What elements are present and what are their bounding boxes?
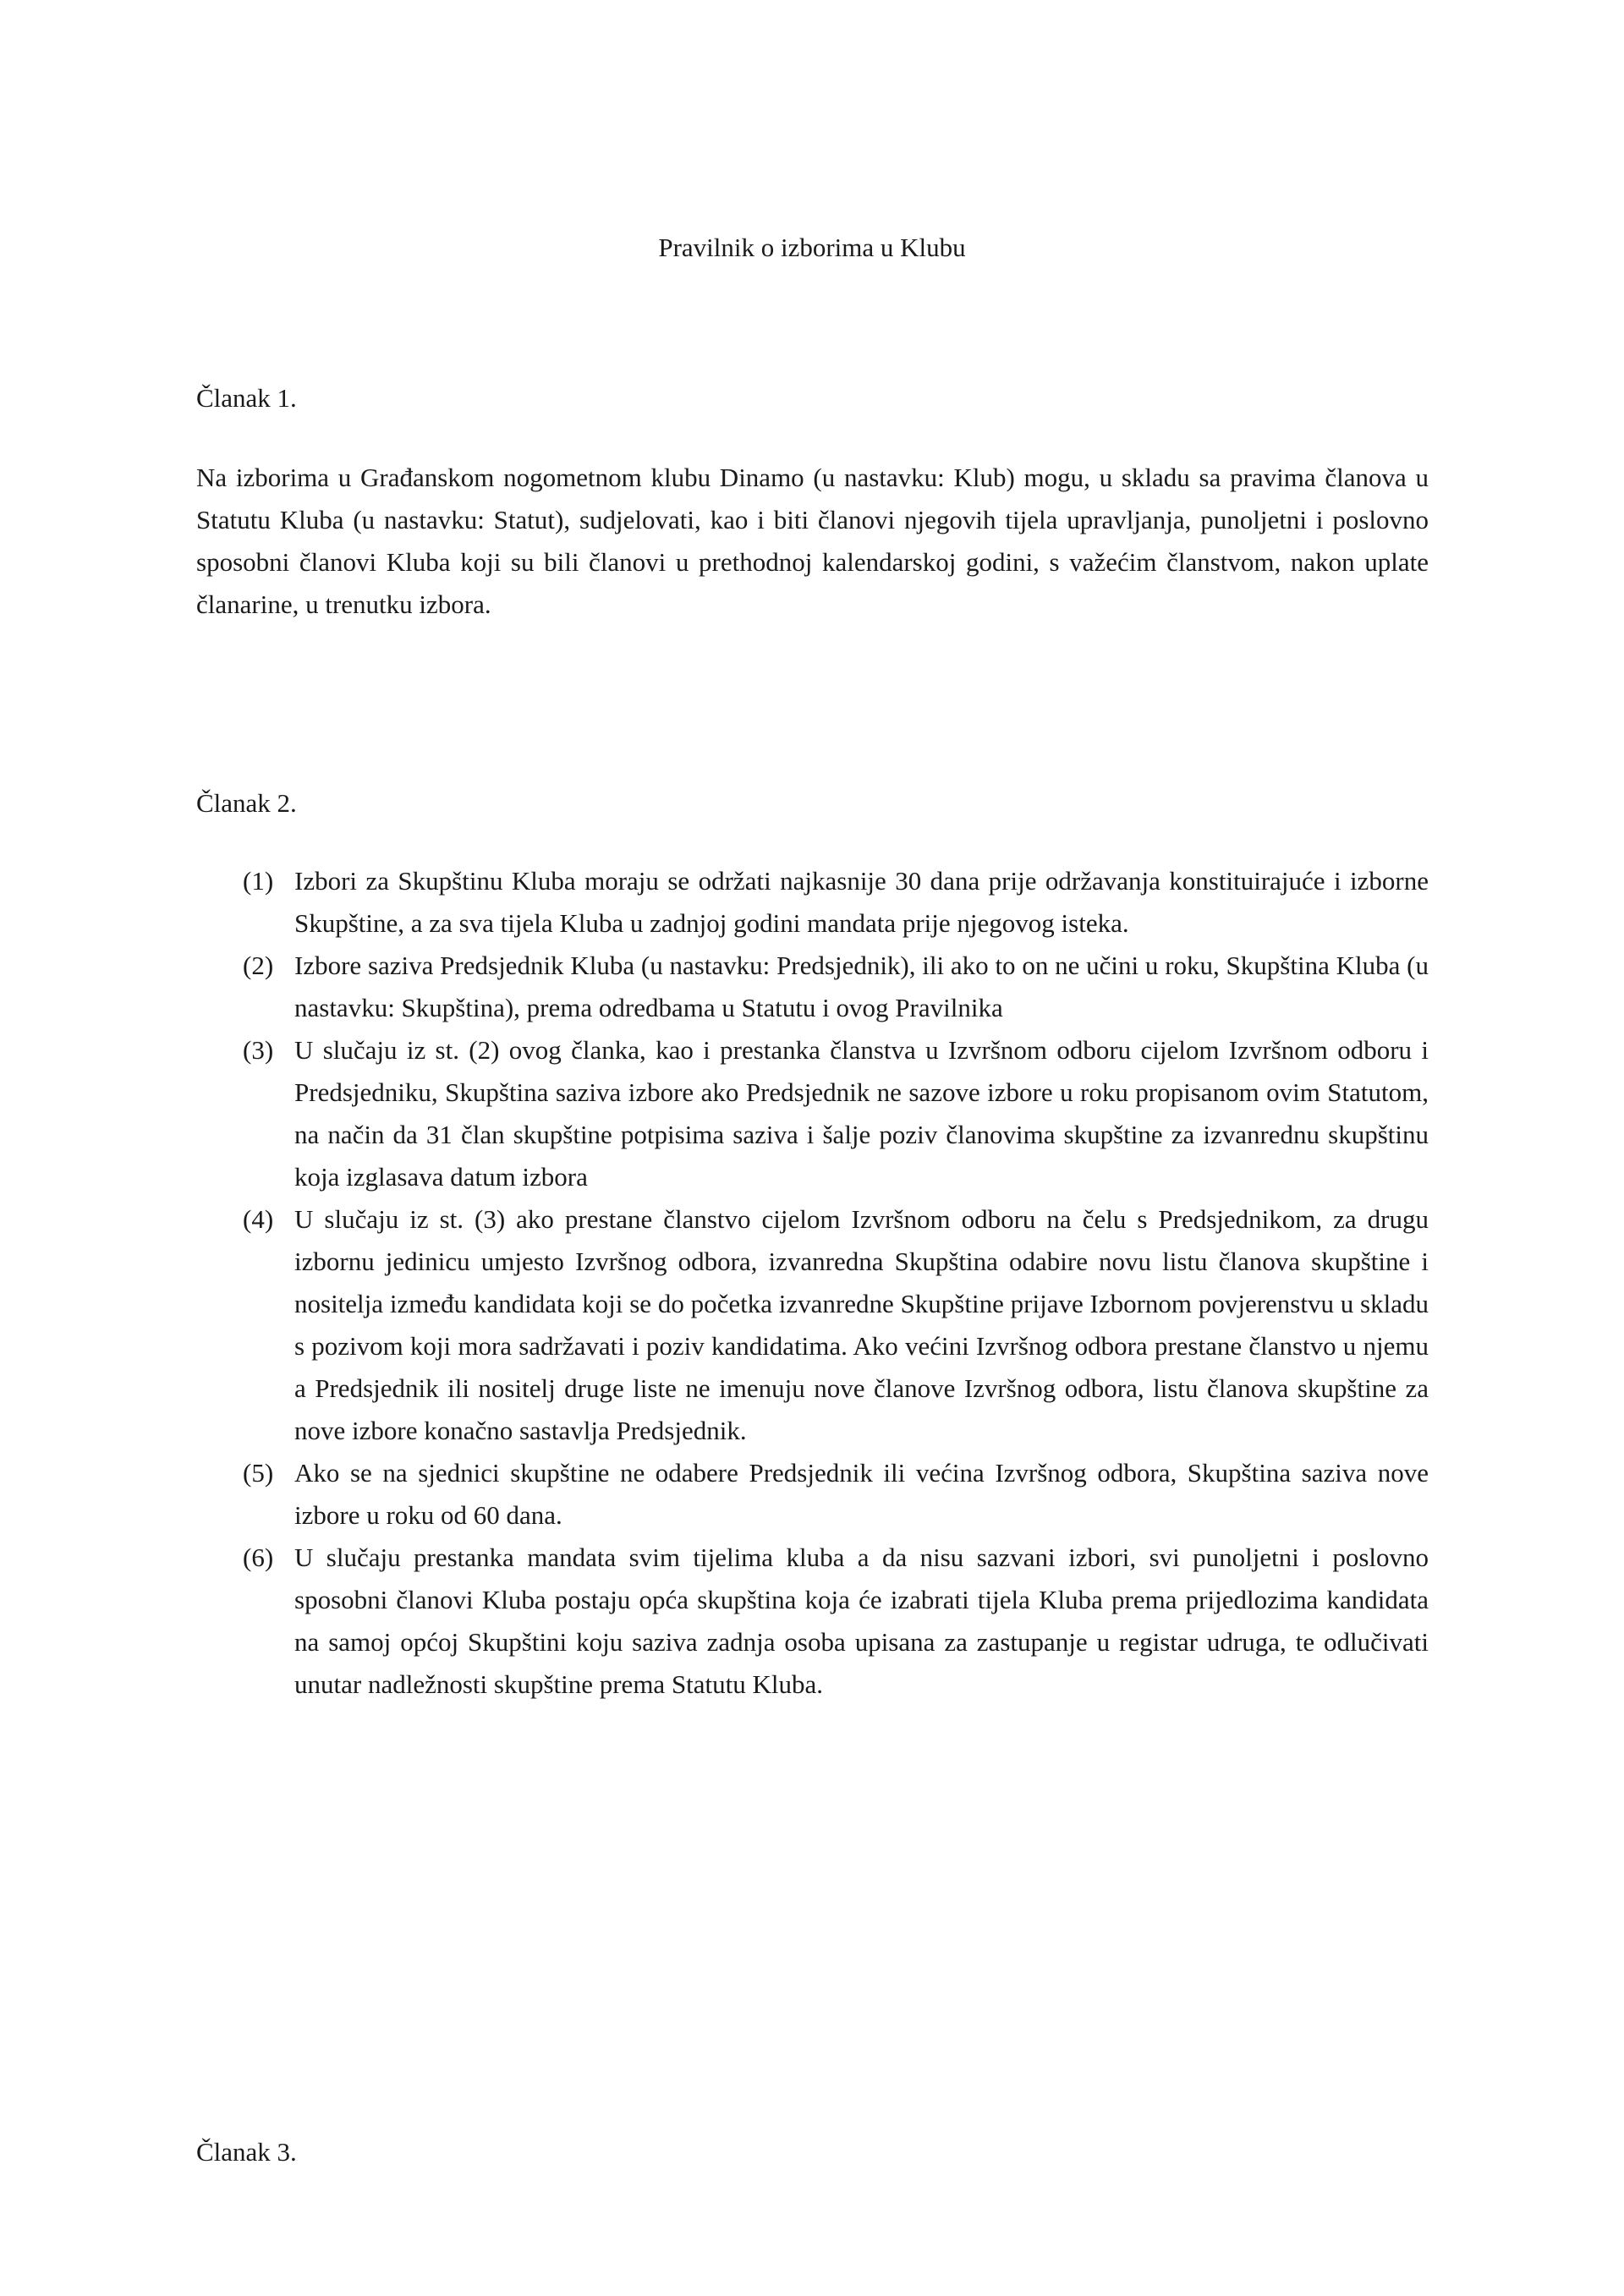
article-2-item-6: [243, 1537, 1429, 1706]
article-1-text: Na izborima u Građanskom nogometnom klubu Dinamo (u nastavku: Klub) mogu, u skladu sa pravima članova u Statutu Kluba (u nastavku: Statut), sudjelovati, kao i biti članovi njegovih tijela upravljanja, punoljetni i poslovno sposobni članovi Kluba koji su bili članovi u prethodnoj kalendarskoj godini, s važećim članstvom, nakon uplate članarine, u trenutku izbora.: [196, 463, 1429, 619]
item-number: (3): [243, 1035, 274, 1065]
article-2-item-1: [243, 860, 1429, 945]
item-number: (5): [243, 1458, 274, 1488]
article-2-heading: Članak 2.: [196, 788, 297, 818]
item-text: Ako se na sjednici skupštine ne odabere Predsjednik ili većina Izvršnog odbora, Skupština saziva nove izbore u roku od 60 dana.: [294, 1458, 1429, 1530]
item-text: Izbore saziva Predsjednik Kluba (u nastavku: Predsjednik), ili ako to on ne učini u roku, Skupština Kluba (u nastavku: Skupština), prema odredbama u Statutu i ovog Pravilnika: [294, 951, 1429, 1022]
article-3-heading: Članak 3.: [196, 2137, 297, 2167]
article-2-item-4: [243, 1198, 1429, 1452]
item-text: U slučaju iz st. (3) ako prestane članstvo cijelom Izvršnom odboru na čelu s Predsjednikom, za drugu izbornu jedinicu umjesto Izvršnog odbora, izvanredna Skupština odabire novu listu članova skupštine i nositelja između kandidata koji se do početka izvanredne Skupštine prijave Izbornom povjerenstvu u skladu s pozivom koji mora sadržavati i poziv kandidatima. Ako većini Izvršnog odbora prestane članstvo u njemu a Predsjednik ili nositelj druge liste ne imenuju nove članove Izvršnog odbora, listu članova skupštine za nove izbore konačno sastavlja Predsjednik.: [294, 1204, 1429, 1445]
item-number: (2): [243, 951, 274, 980]
article-2-item-2: [243, 945, 1429, 1029]
article-2-item-5: [243, 1452, 1429, 1537]
item-text: U slučaju prestanka mandata svim tijelima kluba a da nisu sazvani izbori, svi punoljetni i poslovno sposobni članovi Kluba postaju opća skupština koja će izabrati tijela Kluba prema prijedlozima kandidata na samoj općoj Skupštini koju saziva zadnja osoba upisana za zastupanje u registar udruga, te odlučivati unutar nadležnosti skupštine prema Statutu Kluba.: [294, 1543, 1429, 1699]
document-title: Pravilnik o izborima u Klubu: [658, 233, 966, 262]
item-number: (1): [243, 866, 274, 896]
item-number: (6): [243, 1543, 274, 1572]
article-2-list: [243, 860, 1429, 1706]
article-2-item-3: [243, 1029, 1429, 1198]
item-text: U slučaju iz st. (2) ovog članka, kao i prestanka članstva u Izvršnom odboru cijelom Izvršnom odboru i Predsjedniku, Skupština saziva izbore ako Predsjednik ne sazove izbore u roku propisanom ovim Statutom, na način da 31 član skupštine potpisima saziva i šalje poziv članovima skupštine za izvanrednu skupštinu koja izglasava datum izbora: [294, 1035, 1429, 1192]
item-number: (4): [243, 1204, 274, 1234]
item-text: Izbori za Skupštinu Kluba moraju se održati najkasnije 30 dana prije održavanja konstituirajuće i izborne Skupštine, a za sva tijela Kluba u zadnjoj godini mandata prije njegovog isteka.: [294, 866, 1429, 938]
article-1-heading: Članak 1.: [196, 383, 297, 413]
